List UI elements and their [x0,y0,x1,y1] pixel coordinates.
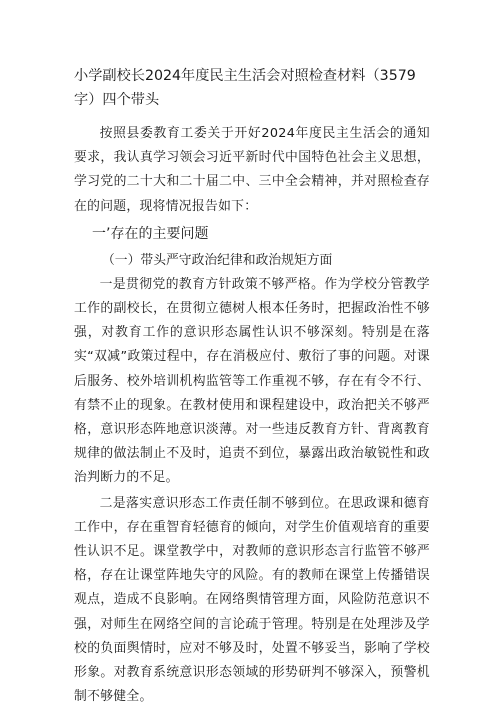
subsection-heading: （一）带头严守政治纪律和政治规矩方面 [102,252,333,268]
body-paragraph-2: 二是落实意识形态工作责任制不够到位。在思政课和德育工作中，存在重智育轻德育的倾向，对学生价值观培育的重要性认识不足。课堂教学中，对教师的意识形态言行监管不够严格，存在让课堂阵地失守的风险。有的教师在课堂上传播错误观点，造成不良影响。在网络舆情管理方面，风险防范意识不强，对师生在网络空间的言论疏于管理。特别是在处理涉及学校的负面舆情时，应对不够及时，处置不够妥当，影响了学校形象。对教育系统意识形态领域的形势研判不够深入，预警机制不够健全。 [74,495,430,705]
section-heading: 一’存在的主要问题 [92,225,209,242]
intro-paragraph: 按照县委教育工委关于开好2024年度民主生活会的通知要求，我认真学习领会习近平新时代中国特色社会主义思想，学习党的二十大和二十届二中、三中全会精神，并对照检查存在的问题，现将情况报告如下： [74,126,430,214]
body-paragraph-1: 一是贯彻党的教育方针政策不够严格。作为学校分管教学工作的副校长，在贯彻立德树人根本任务时，把握政治性不够强，对教育工作的意识形态属性认识不够深刻。特别是在落实“双减”政策过程中，存在消极应付、敷衍了事的问题。对课后服务、校外培训机构监管等工作重视不够，存在有令不行、有禁不止的现象。在教材使用和课程建设中，政治把关不够严格，意识形态阵地意识淡薄。对一些违反教育方针、背离教育规律的做法制止不及时，追责不到位，暴露出政治敏锐性和政治判断力的不足。 [74,276,430,486]
document-title: 小学副校长2024年度民主生活会对照检查材料（3579字）四个带头 [74,68,416,108]
